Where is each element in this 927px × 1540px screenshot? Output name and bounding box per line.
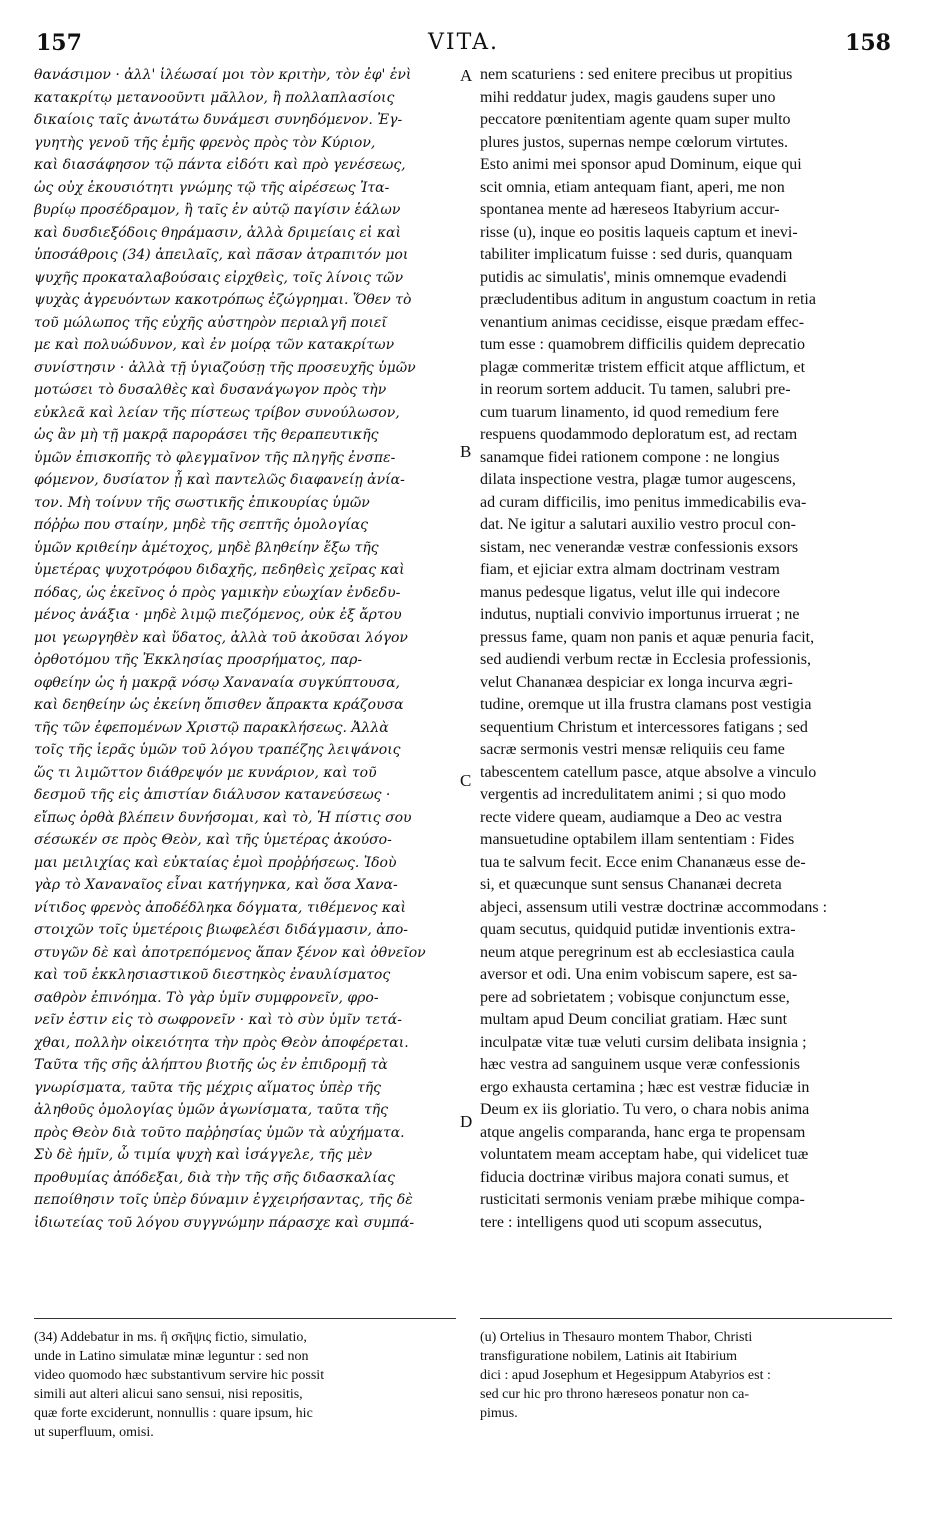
latin-text-line: inculpatæ vitæ tuæ veluti cursim delibata insignia ; bbox=[480, 1033, 807, 1051]
footnote-line: (u) Ortelius in Thesauro montem Thabor, Christi bbox=[480, 1330, 753, 1345]
greek-text-line: Σὺ δὲ ἡμῖν, ὦ τιμία ψυχὴ καὶ ἰσάγγελε, τῆς μὲν bbox=[34, 1147, 373, 1163]
latin-text-line: multam apud Deum conciliat gratiam. Hæc sunt bbox=[480, 1011, 788, 1028]
latin-text-line: fiducia doctrinæ viribus majora conati sumus, et bbox=[480, 1168, 789, 1186]
greek-text-line: οφθείην ὡς ἡ μακρᾷ νόσῳ Χαναναία συγκύπτουσα, bbox=[34, 674, 401, 691]
footnote-line: unde in Latino simulatæ minæ leguntur : sed non bbox=[34, 1349, 309, 1364]
latin-text-line: pere ad sobrietatem ; vobisque conjunctum esse, bbox=[480, 988, 790, 1006]
greek-text-line: στυγῶν δὲ καὶ ἀποτρεπόμενος ἅπαν ξένον καὶ ὀθνεῖον bbox=[34, 944, 426, 961]
greek-text-line: σαθρὸν ἐπινόημα. Τὸ γὰρ ὑμῖν συμφρονεῖν, φρο- bbox=[34, 989, 379, 1006]
greek-text-line: δεσμοῦ τῆς εἰς ἀπιστίαν διάλυσον κατανεύσεως · bbox=[34, 787, 391, 803]
greek-text-line: ψυχῆς προκαταλαβούσαις εἰρχθεὶς, τοῖς λίνοις τῶν bbox=[34, 269, 404, 286]
latin-text-line: ergo exhausta certamina ; hæc est vestræ fiduciæ in bbox=[480, 1078, 810, 1096]
latin-text-line: neum atque peregrinum est ab ecclesiastica caula bbox=[480, 943, 795, 961]
latin-text-line: tabescentem catellum pasce, atque absolve a vinculo bbox=[480, 763, 817, 781]
latin-text-line: sacræ sermonis vestri mensæ reliquiis ceu fame bbox=[480, 741, 785, 758]
greek-text-line: εἴπως ὀρθὰ βλέπειν δυνήσομαι, καὶ τὸ, Ἡ πίστις σου bbox=[34, 809, 412, 826]
latin-text-line: tabiliter implicatum fuisse : sed duris, quanquam bbox=[480, 246, 793, 263]
latin-column bbox=[480, 64, 892, 1234]
latin-text-line: indutus, nuptiali convivio importunus irruerat ; ne bbox=[480, 606, 800, 623]
latin-text-line: mihi reddatur judex, magis gaudens super uno bbox=[480, 88, 776, 106]
greek-text-line: ὑμῶν ἐπισκοπῆς τὸ φλεγμαῖνον τῆς πληγῆς ἐνσπε- bbox=[34, 449, 396, 466]
latin-text-line: præcludentibus aditum in angustum coactum in retia bbox=[480, 291, 816, 308]
footnote-line: transfiguratione nobilem, Latinis ait Itabirium bbox=[480, 1349, 737, 1364]
greek-text-line: πρὸς Θεὸν διὰ τοῦτο παῤῥησίας ὑμῶν τὰ αὐχήματα. bbox=[34, 1124, 405, 1141]
greek-text-line: ὑμῶν κριθείην ἀμέτοχος, μηδὲ βληθείην ἔξω τῆς bbox=[34, 539, 379, 556]
margin-mark-c: C bbox=[460, 771, 472, 790]
greek-text-line: ψυχὰς ἀγρευόντων κακοτρόπως ἐζώγρημαι. Ὅθεν τὸ bbox=[34, 292, 412, 308]
latin-text-line: hæc vestra ad sanguinem usque veræ confessionis bbox=[480, 1056, 800, 1073]
running-title: VITA. bbox=[428, 30, 499, 55]
greek-text-line: κατακρίτῳ μετανοοῦντι μᾶλλον, ἢ πολλαπλασίοις bbox=[34, 89, 395, 106]
greek-text-line: γνωρίσματα, ταῦτα τῆς μέχρις αἵματος ὑπὲρ τῆς bbox=[34, 1079, 381, 1096]
latin-text-line: spontanea mente ad hæreseos Itabyrium accur- bbox=[480, 201, 780, 218]
margin-mark-a: A bbox=[460, 66, 473, 85]
footnote-left bbox=[34, 1328, 454, 1442]
greek-text-line: γυητὴς γενοῦ τῆς ἐμῆς φρενὸς πρὸς τὸν Κύριον, bbox=[34, 134, 376, 151]
latin-text-line: dat. Ne igitur a salutari auxilio vestro procul con- bbox=[480, 516, 796, 533]
latin-text-line: sanamque fidei rationem compone : ne longius bbox=[480, 448, 780, 466]
margin-mark-d: D bbox=[460, 1112, 473, 1131]
latin-text-line: venantium animas cecidisse, eisque prædam effec- bbox=[480, 313, 805, 331]
latin-text-line: sequentium Christum et intercessores fatigans ; sed bbox=[480, 718, 808, 736]
latin-text-line: in reorum sortem adducit. Tu tamen, salubri pre- bbox=[480, 381, 791, 398]
greek-text-line: ὥς τι λιμῶττον διάθρεψόν με κυνάριον, καὶ τοῦ bbox=[34, 764, 377, 781]
greek-text-line: τοῖς τῆς ἱερᾶς ὑμῶν τοῦ λόγου τραπέζης λειψάνοις bbox=[34, 742, 401, 758]
greek-text-line: με καὶ πολυώδυνον, καὶ ἐν μοίρᾳ τῶν κατακρίτων bbox=[34, 337, 395, 353]
footnote-line: video quomodo hæc substantivum servire hic possit bbox=[34, 1368, 325, 1383]
latin-text-line: scit omnia, etiam antequam fiant, aperi, me non bbox=[480, 178, 785, 196]
footnote-line: (34) Addebatur in ms. ἢ σκῆψις fictio, simulatio, bbox=[34, 1330, 307, 1345]
greek-text-line: ὡς ἂν μὴ τῇ μακρᾷ παροράσει τῆς θεραπευτικῆς bbox=[34, 427, 379, 443]
greek-text-line: ὑποσάθροις (34) ἀπειλαῖς, καὶ πᾶσαν ἀτραπιτόν μοι bbox=[34, 247, 409, 263]
page-number-right: 158 bbox=[845, 30, 891, 56]
latin-text-line: aversor et odi. Una enim vobiscum sapere, est sa- bbox=[480, 966, 798, 983]
greek-text-line: πόδας, ὡς ἐκεῖνος ὁ πρὸς γαμικὴν εὐωχίαν ἐνδεδυ- bbox=[34, 584, 401, 601]
latin-text-line: si, et quæcunque sunt sensus Chananæi decreta bbox=[480, 876, 782, 893]
greek-text-line: μαι μειλιχίας καὶ εὐκταίας ἐμοὶ προῤῥήσεως. Ἰδοὺ bbox=[34, 854, 397, 871]
latin-text-line: atque angelis comparanda, hanc erga te propensam bbox=[480, 1123, 806, 1141]
greek-text-line: τοῦ μώλωπος τῆς εὐχῆς αὐστηρὸν περιαλγῆ ποιεῖ bbox=[34, 314, 387, 331]
footnote-line: simili aut alteri alicui sano sensui, nisi repositis, bbox=[34, 1387, 303, 1402]
latin-text-line: quam secutus, quidquid putidæ inventionis extra- bbox=[480, 921, 796, 938]
greek-text-line: πεποίθησιν τοῖς ὑπὲρ δύναμιν ἐγχειρήσαντας, τῆς δὲ bbox=[34, 1192, 413, 1208]
greek-text-line: μένος ἀνάξια · μηδὲ λιμῷ πιεζόμενος, οὐκ ἐξ ἄρτου bbox=[34, 607, 402, 623]
greek-text-line: καὶ δυσδιεξόδοις θηράμασιν, ἀλλὰ δριμείαις εἰ καὶ bbox=[34, 224, 401, 241]
greek-text-line: δικαίοις ταῖς ἀνωτάτω δυνάμεσι συνηδόμενον. Ἐγ- bbox=[34, 112, 403, 128]
latin-text-line: recte videre queam, audiamque a Deo ac vestra bbox=[480, 808, 783, 826]
greek-text-line: καὶ δεηθείην ὡς ἐκείνη ὄπισθεν ἄπρακτα κράζουσα bbox=[34, 697, 404, 713]
greek-text-line: γὰρ τὸ Χαναναῖος εἶναι κατήγηνκα, καὶ ὅσα Χανα- bbox=[34, 877, 398, 893]
footnote-line: dici : apud Josephum et Hegesippum Atabyrios est : bbox=[480, 1368, 771, 1383]
latin-text-line: Deum ex iis gloriatio. Tu vero, o chara nobis anima bbox=[480, 1101, 810, 1118]
greek-text-line: πόῤῥω που σταίην, μηδὲ τῆς σεπτῆς ὁμολογίας bbox=[34, 517, 368, 533]
greek-text-line: ὡς οὐχ ἑκουσιότητι γνώμης τῷ τῆς αἱρέσεως Ἰτα- bbox=[34, 179, 390, 196]
greek-text-line: εὐκλεᾶ καὶ λείαν τῆς πίστεως τρίβον συνούλωσον, bbox=[34, 404, 400, 421]
latin-text-line: pressus fame, quam non panis et aquæ penuria facit, bbox=[480, 628, 815, 646]
greek-column bbox=[34, 64, 456, 1234]
latin-text-line: peccatore pœnitentiam agente quam super multo bbox=[480, 111, 791, 128]
latin-text-line: sistam, nec venerandæ vestræ confessionis exsors bbox=[480, 538, 799, 556]
greek-text-line: καὶ διασάφησον τῷ πάντα εἰδότι καὶ πρὸ γενέσεως, bbox=[34, 157, 406, 173]
latin-text-line: sed audiendi verbum rectæ in Ecclesia professionis, bbox=[480, 651, 812, 668]
latin-text-line: dilata inspectione vestra, plagæ tumor augescens, bbox=[480, 471, 796, 488]
greek-text-line: τῆς τῶν ἐφεπομένων Χριστῷ παρακλήσεως. Ἀλλὰ bbox=[34, 719, 389, 736]
greek-text-line: ὀρθοτόμου τῆς Ἐκκλησίας προσρήματος, παρ- bbox=[34, 652, 363, 668]
greek-text-line: χθαι, πολλὴν οἰκειότητα τὴν πρὸς Θεὸν ἀποφέρεται. bbox=[34, 1034, 409, 1051]
footnote-line: quæ forte exciderunt, nonnullis : quare ipsum, hic bbox=[34, 1406, 313, 1421]
footnote-line: sed cur hic pro throno hæreseos ponatur non ca- bbox=[480, 1387, 750, 1402]
greek-text-line: τον. Μὴ τοίνυν τῆς σωστικῆς ἐπικουρίας ὑμῶν bbox=[34, 494, 370, 511]
footnote-rule-left bbox=[34, 1318, 456, 1319]
greek-text-line: Ταῦτα τῆς σῆς ἀλήπτου βιοτῆς ὡς ἐν ἐπιδρομῇ τὰ bbox=[34, 1057, 388, 1073]
greek-text-line: νίτιδος φρενὸς ἀποδέδληκα δόγματα, τιθέμενος καὶ bbox=[34, 899, 406, 916]
greek-text-line: ὑμετέρας ψυχοτρόφου διδαχῆς, πεδηθεὶς χεῖρας καὶ bbox=[34, 562, 405, 578]
latin-text-line: vergentis ad incredulitatem animi ; si quo modo bbox=[480, 786, 786, 803]
latin-text-line: tudine, oremque ut illa frustra clamans post vestigia bbox=[480, 696, 812, 713]
greek-text-line: βυρίῳ προσέδραμον, ἢ ταῖς ἐν αὐτῷ παγίσιν ἑάλων bbox=[34, 202, 401, 218]
greek-text-line: θανάσιμον · ἀλλ' ἱλέωσαί μοι τὸν κριτὴν, τὸν ἐφ' ἑνὶ bbox=[34, 67, 412, 83]
greek-text-line: μοτώσει τὸ δυσαλθὲς καὶ δυσανάγωγον πρὸς τὴν bbox=[34, 382, 387, 398]
latin-text-line: manus pedesque ligatus, velut ille qui indecore bbox=[480, 583, 780, 601]
latin-text-line: velut Chananæa despiciar ex longa incurva ægri- bbox=[480, 673, 793, 691]
latin-text-line: cum tuarum linamento, id quod remedium fere bbox=[480, 403, 780, 421]
greek-text-line: φόμενον, δυσίατον ᾖ καὶ παντελῶς διαφανείῃ ἀνία- bbox=[34, 472, 405, 488]
greek-text-line: στοιχῶν τοῖς ὑμετέροις βιωφελέσι διδάγμασιν, ἀπο- bbox=[34, 922, 409, 938]
greek-text-line: μοι γεωργηθὲν καὶ ὕδατος, ἀλλὰ τοῦ ἀκοῦσαι λόγον bbox=[34, 629, 408, 646]
latin-text-line: tere : intelligens quod uti scopum assecutus, bbox=[480, 1213, 763, 1231]
latin-text-line: mansuetudine optabilem illam sententiam : Fides bbox=[480, 831, 795, 848]
greek-text-line: σέσωκέν σε πρὸς Θεὸν, καὶ τῆς ὑμετέρας ἀκούσο- bbox=[34, 832, 392, 848]
latin-text-line: plagæ commeritæ tristem efficit atque afflictum, et bbox=[480, 358, 806, 376]
greek-text-line: νεῖν ἐστιν εἰς τὸ σωφρονεῖν · καὶ τὸ σὺν ὑμῖν τετά- bbox=[34, 1012, 402, 1028]
latin-text-line: ad curam difficilis, imo penitus immedicabilis eva- bbox=[480, 493, 807, 511]
latin-text-line: tum esse : quamobrem difficilis quidem deprecatio bbox=[480, 336, 805, 353]
greek-text-line: συνίστησιν · ἀλλὰ τῇ ὑγιαζούσῃ τῆς προσευχῆς ὑμῶν bbox=[34, 359, 416, 376]
latin-text-line: putidis ac simulatis', minis omnemque evadendi bbox=[480, 268, 787, 286]
latin-text-line: abjeci, assensum utili vestræ doctrinæ accommodans : bbox=[480, 898, 828, 916]
footnote-line: pimus. bbox=[480, 1406, 518, 1421]
latin-text-line: fiam, et ejiciar extra almam doctrinam vestram bbox=[480, 561, 780, 578]
greek-text-line: προθυμίας ἀπόδεξαι, διὰ τὴν τῆς σῆς διδασκαλίας bbox=[34, 1169, 395, 1186]
page-number-left: 157 bbox=[36, 30, 82, 56]
greek-text-line: καὶ τοῦ ἐκκλησιαστικοῦ διεστηκὸς ἐναυλίσματος bbox=[34, 967, 391, 983]
greek-text-line: ἰδιωτείας τοῦ λόγου συγγνώμην πάρασχε καὶ συμπά- bbox=[34, 1214, 415, 1231]
latin-text-line: Esto animi mei sponsor apud Dominum, eique qui bbox=[480, 156, 802, 173]
footnote-rule-right bbox=[480, 1318, 892, 1319]
latin-text-line: risse (u), inque eo positis laqueis captum et inevi- bbox=[480, 223, 798, 241]
greek-text-line: ἀληθοῦς ὁμολογίας ὑμῶν ἀγωνίσματα, ταῦτα τῆς bbox=[34, 1102, 388, 1118]
latin-text-line: tua te salvum fecit. Ecce enim Chananæus esse de- bbox=[480, 853, 806, 871]
latin-text-line: respuens quodammodo deploratum est, ad rectam bbox=[480, 426, 798, 443]
footnote-line: ut superfluum, omisi. bbox=[34, 1425, 154, 1440]
latin-text-line: plures justos, supernas nempe cœlorum virtutes. bbox=[480, 133, 788, 151]
latin-text-line: voluntatem meam acceptam habe, qui videlicet tuæ bbox=[480, 1146, 809, 1163]
margin-mark-b: B bbox=[460, 442, 472, 461]
latin-text-line: rusticitati sermonis veniam præbe mihique compa- bbox=[480, 1191, 805, 1208]
footnote-right bbox=[480, 1328, 892, 1423]
latin-text-line: nem scaturiens : sed enitere precibus ut propitius bbox=[480, 66, 793, 83]
